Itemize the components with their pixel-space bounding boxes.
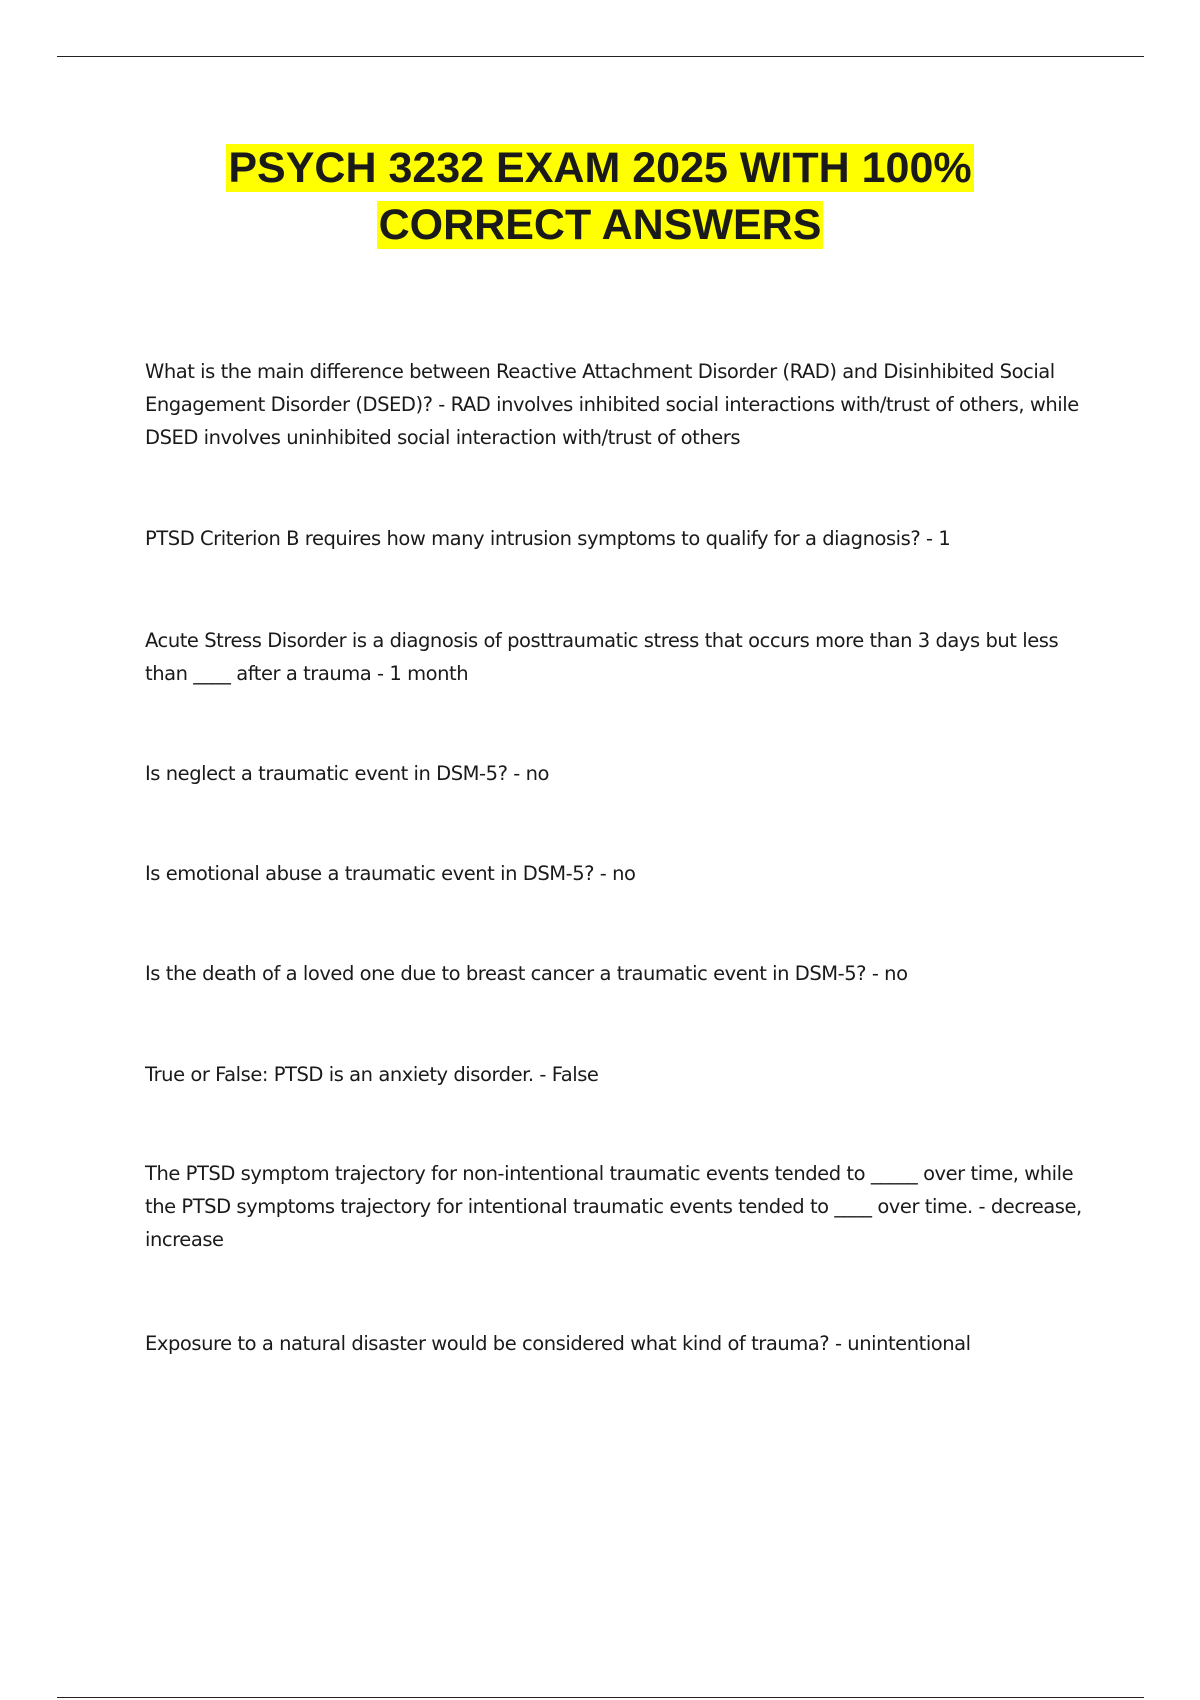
qa-item: Acute Stress Disorder is a diagnosis of posttraumatic stress that occurs more than 3 days but less than ____ after a trauma - 1 month bbox=[145, 629, 1059, 685]
qa-item: True or False: PTSD is an anxiety disorder. - False bbox=[145, 1063, 599, 1086]
qa-item: Is emotional abuse a traumatic event in DSM-5? - no bbox=[145, 862, 636, 885]
qa-item: PTSD Criterion B requires how many intrusion symptoms to qualify for a diagnosis? - 1 bbox=[145, 527, 951, 550]
title-line-2: CORRECT ANSWERS bbox=[378, 201, 822, 249]
footer-rule bbox=[57, 1697, 1144, 1698]
qa-item: Is neglect a traumatic event in DSM-5? - no bbox=[145, 762, 549, 785]
header-rule bbox=[57, 56, 1144, 57]
qa-item: Is the death of a loved one due to breast cancer a traumatic event in DSM-5? - no bbox=[145, 962, 908, 985]
qa-item: The PTSD symptom trajectory for non-intentional traumatic events tended to _____ over time, while the PTSD symptoms trajectory for intentional traumatic events tended to ____ over time. - decrease, increase bbox=[145, 1162, 1082, 1251]
title-line-1: PSYCH 3232 EXAM 2025 WITH 100% bbox=[228, 144, 972, 192]
document-title bbox=[0, 140, 1200, 254]
qa-item: What is the main difference between Reactive Attachment Disorder (RAD) and Disinhibited Social Engagement Disorder (DSED)? - RAD involves inhibited social interactions with/trust of others, while DSED involves uninhibited social interaction with/trust of others bbox=[145, 360, 1079, 449]
qa-item: Exposure to a natural disaster would be considered what kind of trauma? - unintentional bbox=[145, 1332, 971, 1355]
